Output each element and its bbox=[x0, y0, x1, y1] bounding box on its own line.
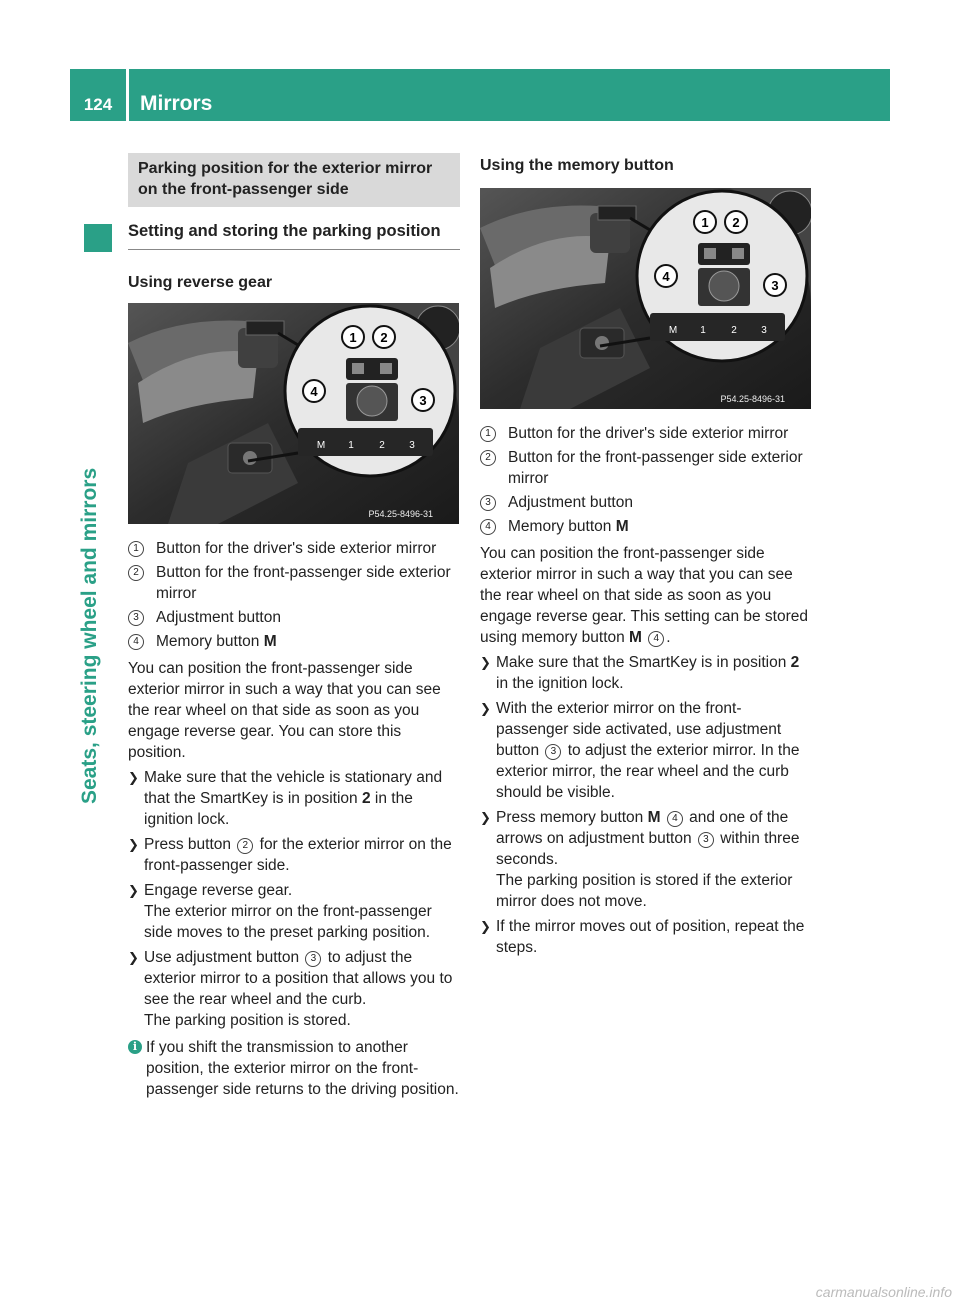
right-column bbox=[480, 155, 812, 962]
svg-text:4: 4 bbox=[310, 384, 318, 399]
step: ❯ Make sure that the SmartKey is in position 2 in the ignition lock. bbox=[480, 654, 800, 692]
legend-bold: M bbox=[615, 518, 629, 535]
legend bbox=[128, 538, 460, 652]
legend-item bbox=[128, 607, 460, 628]
svg-text:2: 2 bbox=[732, 215, 740, 230]
step: ❯ If the mirror moves out of position, repeat the steps. bbox=[480, 918, 805, 956]
svg-text:3: 3 bbox=[771, 278, 779, 293]
legend-bold: M bbox=[263, 633, 277, 650]
arrow-icon: ❯ bbox=[480, 701, 491, 716]
button-m-label: M bbox=[316, 440, 326, 451]
intro-paragraph: You can position the front-passenger side exterior mirror in such a way that you can see the rear wheel on that side as soon as you engage reverse gear. This setting can be stored using memory button M 4 . bbox=[480, 545, 809, 646]
legend-text: Adjustment button bbox=[508, 494, 633, 511]
legend-item bbox=[128, 631, 460, 652]
setting-heading: Setting and storing the parking position bbox=[128, 221, 460, 250]
info-note: i If you shift the transmission to another position, the exterior mirror on the front-passenger side returns to the driving position. bbox=[128, 1037, 460, 1100]
intro-paragraph: You can position the front-passenger side exterior mirror in such a way that you can see the rear wheel on that side as soon as you engage reverse gear. You can store this position. bbox=[128, 660, 441, 761]
step: ❯ With the exterior mirror on the front-passenger side activated, use adjustment button 3 to adjust the exterior mirror. In the exterior mirror, the rear wheel and the curb should be visible. bbox=[480, 700, 800, 801]
arrow-icon: ❯ bbox=[128, 883, 139, 898]
step: ❯ Press button 2 for the exterior mirror on the front-passenger side. bbox=[128, 836, 452, 874]
legend-text: Button for the front-passenger side exterior mirror bbox=[508, 449, 803, 487]
arrow-icon: ❯ bbox=[480, 655, 491, 670]
door-panel-illustration bbox=[480, 188, 811, 409]
button-2-label: 2 bbox=[379, 440, 385, 451]
callout-number: 3 bbox=[128, 610, 144, 626]
legend-item bbox=[128, 562, 460, 604]
side-tab-text: Seats, steering wheel and mirrors bbox=[78, 467, 101, 804]
button-3-label: 3 bbox=[761, 325, 767, 336]
subheading-memory-button: Using the memory button bbox=[480, 157, 674, 174]
header-divider bbox=[126, 69, 129, 121]
svg-text:3: 3 bbox=[419, 393, 427, 408]
legend-item bbox=[480, 492, 812, 513]
step: ❯ Engage reverse gear. The exterior mirror on the front-passenger side moves to the preset parking position. bbox=[128, 882, 432, 941]
section-title: Parking position for the exterior mirror on the front-passenger side bbox=[128, 153, 460, 207]
door-panel-photo bbox=[480, 188, 811, 409]
legend-text: Memory button bbox=[508, 518, 616, 535]
svg-text:2: 2 bbox=[380, 330, 388, 345]
door-panel-illustration bbox=[128, 303, 459, 524]
button-m-label: M bbox=[668, 325, 678, 336]
info-icon: i bbox=[128, 1040, 142, 1054]
svg-text:1: 1 bbox=[701, 215, 709, 230]
legend-text: Button for the driver's side exterior mirror bbox=[156, 540, 437, 557]
legend bbox=[480, 423, 812, 537]
legend-text: Memory button bbox=[156, 633, 264, 650]
arrow-icon: ❯ bbox=[128, 770, 139, 785]
arrow-icon: ❯ bbox=[128, 837, 139, 852]
legend-item bbox=[480, 423, 812, 444]
button-1-label: 1 bbox=[700, 325, 706, 336]
left-column bbox=[128, 153, 460, 1100]
legend-text: Adjustment button bbox=[156, 609, 281, 626]
svg-text:4: 4 bbox=[662, 269, 670, 284]
photo-code: P54.25-8496-31 bbox=[720, 394, 785, 404]
side-tab-marker bbox=[84, 224, 112, 252]
callout-number: 2 bbox=[480, 450, 496, 466]
subheading-reverse-gear: Using reverse gear bbox=[128, 274, 273, 291]
button-1-label: 1 bbox=[348, 440, 354, 451]
step: ❯ Use adjustment button 3 to adjust the exterior mirror to a position that allows you to see the rear wheel and the curb. The parking position is stored. bbox=[128, 949, 453, 1029]
door-panel-photo bbox=[128, 303, 459, 524]
legend-item bbox=[480, 447, 812, 489]
callout-number: 1 bbox=[128, 541, 144, 557]
legend-text: Button for the front-passenger side exterior mirror bbox=[156, 564, 451, 602]
callout-number: 2 bbox=[128, 565, 144, 581]
watermark[interactable]: carmanualsonline.info bbox=[815, 1284, 952, 1300]
callout-number: 4 bbox=[128, 634, 144, 650]
legend-item bbox=[480, 516, 812, 537]
callout-number: 3 bbox=[480, 495, 496, 511]
arrow-icon: ❯ bbox=[480, 810, 491, 825]
page-title: Mirrors bbox=[140, 92, 213, 115]
step: ❯ Press memory button M 4 and one of the arrows on adjustment button 3 within three seconds. The parking position is stored if the exterior mirror does not move. bbox=[480, 809, 800, 910]
callout-number: 1 bbox=[480, 426, 496, 442]
button-3-label: 3 bbox=[409, 440, 415, 451]
arrow-icon: ❯ bbox=[128, 950, 139, 965]
callout-number: 4 bbox=[480, 519, 496, 535]
step: ❯ Make sure that the vehicle is stationary and that the SmartKey is in position 2 in the ignition lock. bbox=[128, 769, 443, 828]
page-number: 124 bbox=[83, 95, 113, 114]
photo-code: P54.25-8496-31 bbox=[368, 509, 433, 519]
side-tab bbox=[70, 124, 126, 1306]
svg-text:1: 1 bbox=[349, 330, 357, 345]
legend-text: Button for the driver's side exterior mirror bbox=[508, 425, 789, 442]
arrow-icon: ❯ bbox=[480, 919, 491, 934]
legend-item bbox=[128, 538, 460, 559]
button-2-label: 2 bbox=[731, 325, 737, 336]
